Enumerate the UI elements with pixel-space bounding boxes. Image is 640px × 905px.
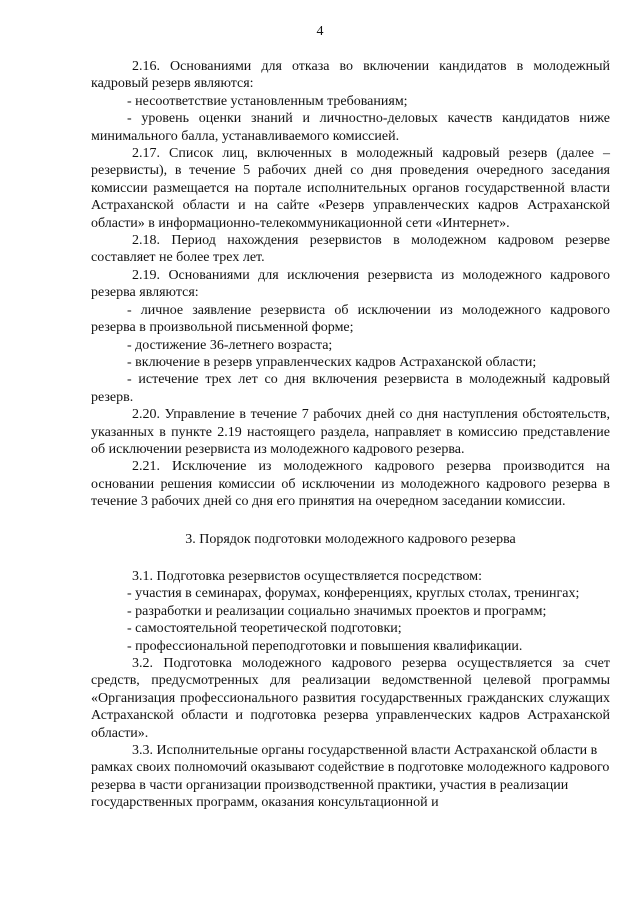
list-item: - профессиональной переподготовки и повышения квалификации. [127,638,523,654]
list-item: - уровень оценки знаний и личностно-деловых качеств кандидатов ниже минимального балла, устанавливаемого комиссией. [91,111,610,144]
paragraph-2-19: 2.19. Основаниями для исключения резервиста из молодежного кадрового резерва являются: [91,267,610,301]
section-3-heading: 3. Порядок подготовки молодежного кадрового резерва [185,531,516,547]
list-item: - участия в семинарах, форумах, конференциях, круглых столах, тренингах; [127,586,580,602]
list-item: - достижение 36-летнего возраста; [127,337,333,353]
paragraph-2-21: 2.21. Исключение из молодежного кадрового резерва производится на основании решения комиссии об исключении из молодежного кадрового резерва в течение 3 рабочих дней со дня его принятия на очередном заседании комиссии. [91,459,610,510]
list-item: - несоответствие установленным требованиям; [127,93,408,109]
list-item: - истечение трех лет со дня включения резервиста в молодежный кадровый резерв. [91,372,610,405]
list-item: - разработки и реализации социально значимых проектов и программ; [127,603,547,619]
paragraph-2-17: 2.17. Список лиц, включенных в молодежный кадровый резерв (далее – резервисты), в течение 5 рабочих дней со дня проведения очередного заседания комиссии размещается на портале исполнительных органов государственной власти Астраханской области и на сайте «Резерв управленческих кадров Астраханской области» в информационно-телекоммуникационной сети «Интернет». [91,146,610,231]
paragraph-2-18: 2.18. Период нахождения резервистов в молодежном кадровом резерве составляет не более трех лет. [91,233,610,266]
paragraph-3-2: 3.2. Подготовка молодежного кадрового резерва осуществляется за счет средств, предусмотренных для реализации ведомственной целевой программы «Организация профессионального развития государственных гражданских служащих Астраханской области и подготовка резерва управленческих кадров Астраханской области». [91,656,610,741]
paragraph-2-20: 2.20. Управление в течение 7 рабочих дней со дня наступления обстоятельств, указанных в пункте 2.19 настоящего раздела, направляет в комиссию представление об исключении резервиста из молодежного кадрового резерва. [91,407,610,457]
paragraph-3-1: 3.1. Подготовка резервистов осуществляется посредством: [132,568,482,584]
page-number: 4 [316,24,324,39]
list-item: - самостоятельной теоретической подготовки; [127,621,402,637]
document-body [91,58,610,812]
paragraph-2-16: 2.16. Основаниями для отказа во включении кандидатов в молодежный кадровый резерв являются: [91,59,610,92]
list-item: - включение в резерв управленческих кадров Астраханской области; [127,354,537,370]
list-item: - личное заявление резервиста об исключении из молодежного кадрового резерва в произвольной письменной форме; [91,302,610,336]
paragraph-3-3: 3.3. Исполнительные органы государственной власти Астраханской области в рамках своих полномочий оказывают содействие в подготовке молодежного кадрового резерва в части организации производственной практики, участия в реализации государственных программ, оказания консультационной и [91,743,610,811]
